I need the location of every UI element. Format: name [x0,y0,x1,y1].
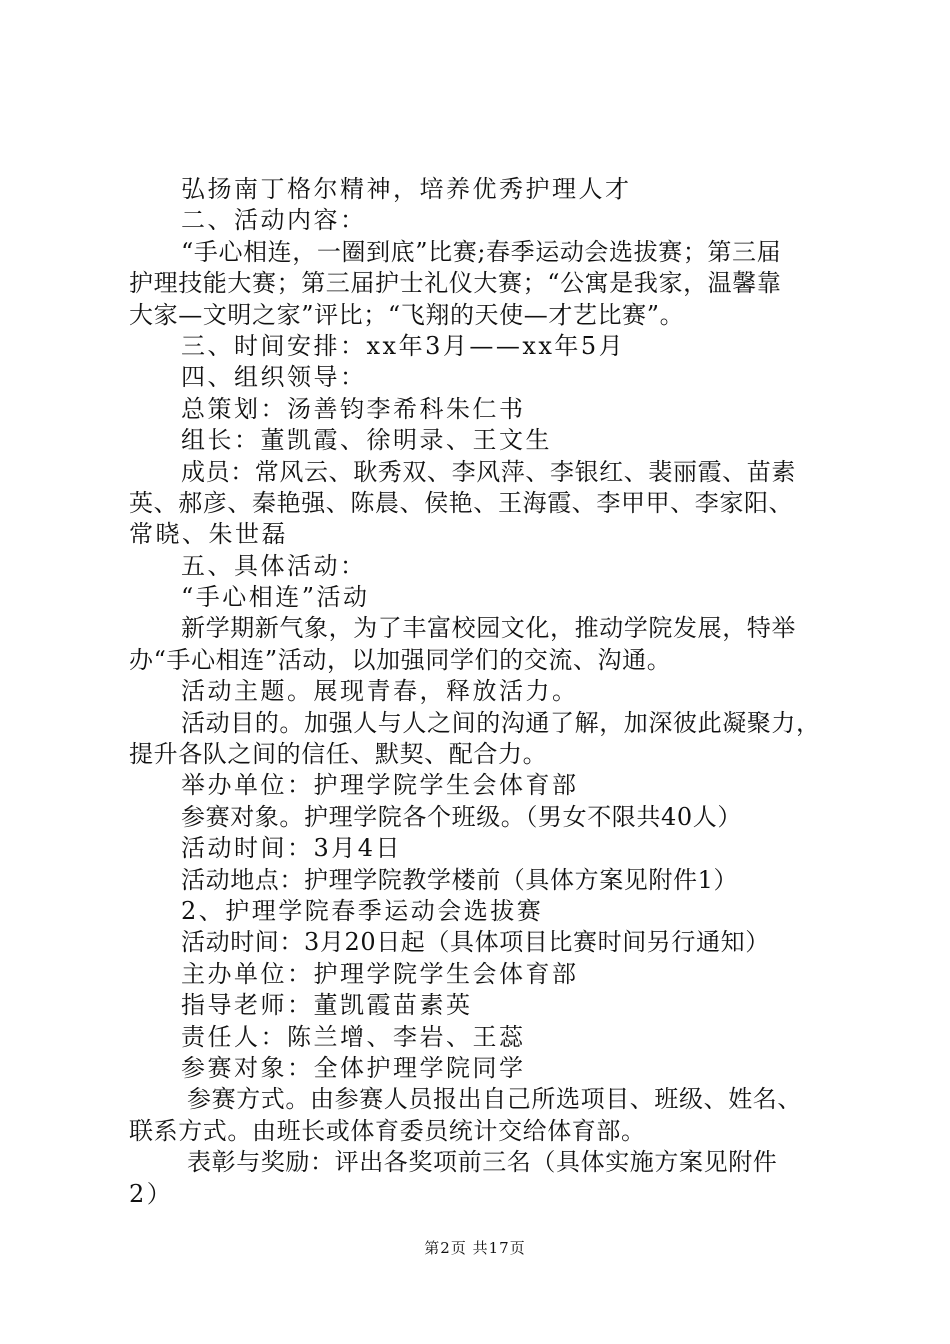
section-heading: 四、组织领导： [181,363,367,392]
document-body [129,174,834,1210]
paragraph-line: 责任人：陈兰增、李岩、王蕊 [181,1022,526,1051]
paragraph-line: 举办单位：护理学院学生会体育部 [181,771,579,800]
paragraph-line: 活动主题。展现青春，释放活力。 [181,677,579,706]
paragraph-line: 活动地点：护理学院教学楼前（具体方案见附件1） [181,865,739,894]
paragraph-line: 新学期新气象，为了丰富校园文化，推动学院发展，特举 [181,614,796,643]
paragraph-line: 英、郝彦、秦艳强、陈晨、侯艳、王海霞、李甲甲、李家阳、 [129,488,794,517]
paragraph-line: 护理技能大赛；第三届护士礼仪大赛；“公寓是我家，温馨靠 [129,269,782,298]
paragraph-line: 常晓、朱世磊 [129,520,288,549]
paragraph-line: 弘扬南丁格尔精神，培养优秀护理人才 [181,175,632,203]
paragraph-line: 办“手心相连”活动，以加强同学们的交流、沟通。 [129,645,672,674]
paragraph-line: 提升各队之间的信任、默契、配合力。 [129,740,548,769]
paragraph-line: 主办单位：护理学院学生会体育部 [181,959,579,988]
section-heading: 三、时间安排：xx年3月——xx年5月 [181,331,626,360]
paragraph-line: 组长：董凯霞、徐明录、王文生 [181,426,552,455]
paragraph-line: 大家—文明之家”评比；“飞翔的天使—才艺比赛”。 [129,300,685,329]
subsection-heading: “手心相连”活动 [181,583,370,612]
paragraph-line: 活动目的。加强人与人之间的沟通了解，加深彼此凝聚力， [181,708,821,737]
subsection-heading: 2、护理学院春季运动会选拔赛 [181,896,544,925]
section-heading: 五、具体活动： [181,551,367,580]
paragraph-line: 指导老师：董凯霞苗素英 [181,991,473,1020]
paragraph-line: 参赛对象。护理学院各个班级。（男女不限共40人） [181,802,742,831]
paragraph-line: 活动时间：3月20日起（具体项目比赛时间另行通知） [181,928,770,957]
paragraph-line: 2） [129,1179,174,1208]
page-number-footer: 第2页 共17页 [424,1239,526,1257]
paragraph-line: 表彰与奖励：评出各奖项前三名（具体实施方案见附件 [187,1148,778,1177]
section-heading: 二、活动内容： [181,206,367,235]
paragraph-line: 总策划：汤善钧李希科朱仁书 [181,394,526,423]
paragraph-line: 参赛方式。由参赛人员报出自己所选项目、班级、姓名、 [187,1085,802,1114]
paragraph-line: 参赛对象：全体护理学院同学 [181,1053,526,1082]
paragraph-line: 联系方式。由班长或体育委员统计交给体育部。 [129,1116,646,1145]
paragraph-line: 活动时间：3月4日 [181,834,403,863]
paragraph-line: 成员：常风云、耿秀双、李风萍、李银红、裴丽霞、苗素 [181,457,796,486]
paragraph-line: “手心相连，一圈到底”比赛;春季运动会选拔赛；第三届 [181,237,782,266]
